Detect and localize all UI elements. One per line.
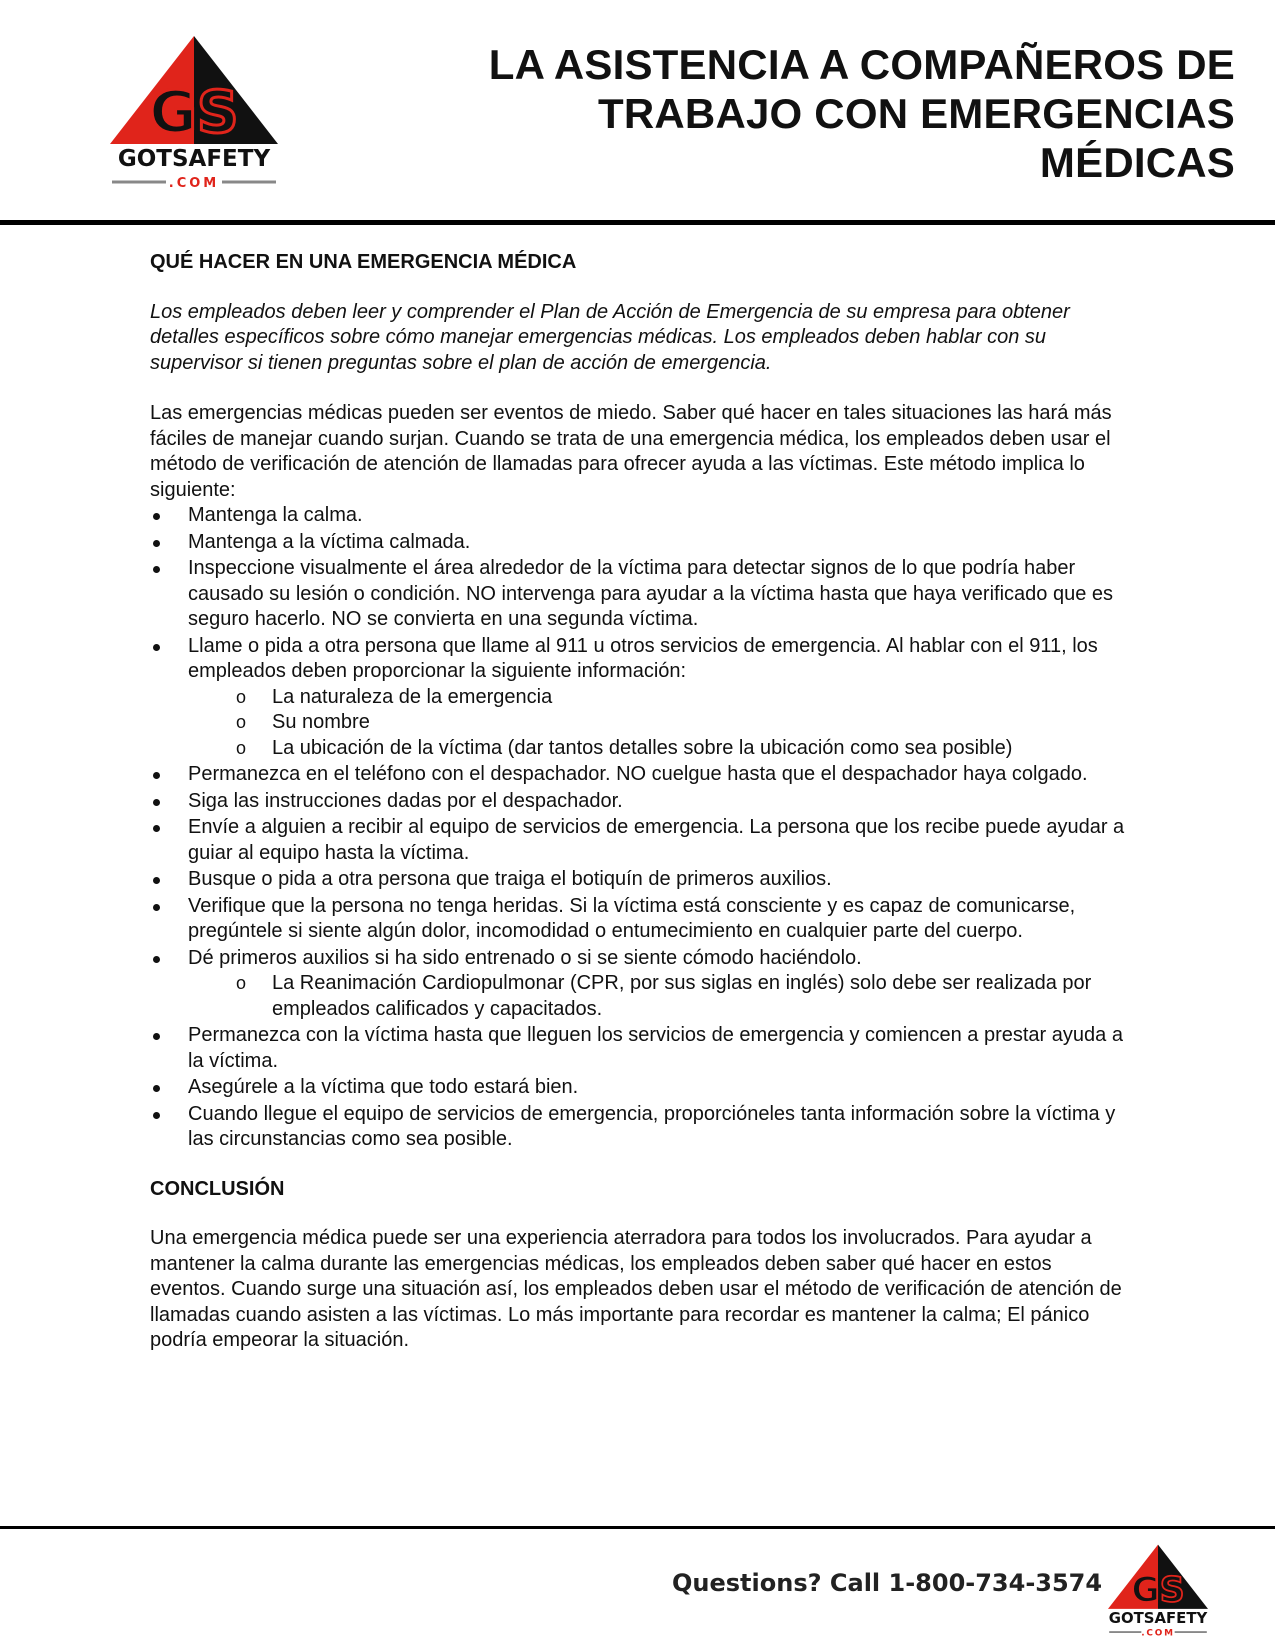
document-body	[150, 250, 1130, 1354]
sub-bullet-icon: o	[236, 737, 247, 758]
sub-item	[188, 971, 1130, 1022]
sub-bullet-icon: o	[236, 973, 247, 993]
bullet-item	[150, 789, 1130, 815]
bullet-text: Envíe a alguien a recibir al equipo de servicios de emergencia. La persona que los recibe puede ayudar a guiar al equipo hasta la víctima.	[188, 816, 1125, 864]
bullet-dot-icon	[153, 644, 160, 651]
sub-item-text: La ubicación de la víctima (dar tantos detalles sobre la ubicación como sea posible)	[272, 736, 1013, 759]
intro-paragraph: Los empleados deben leer y comprender el Plan de Acción de Emergencia de su empresa para obtener detalles específicos sobre cómo manejar emergencias médicas. Los empleados deben hablar con su supervisor si tienen preguntas sobre el plan de acción de emergencia.	[150, 300, 1070, 374]
conclusion-heading: CONCLUSIÓN	[150, 1177, 285, 1200]
bullet-item	[150, 1075, 1130, 1101]
bullet-item	[150, 634, 1130, 762]
bullet-item	[150, 556, 1130, 633]
bullet-list	[150, 503, 1130, 1153]
conclusion-paragraph: Una emergencia médica puede ser una experiencia aterradora para todos los involucrados. Para ayudar a mantener la calma durante las emergencias médicas, los empleados deben saber qué hacer en estos eventos. Cuando surge una situación así, los empleados deben usar el método de verificación de atención de llamadas cuando asisten a las víctimas. Lo más importante para recordar es mantener la calma; El pánico podría empeorar la situación.	[150, 1227, 1122, 1351]
gotsafety-logo-mark	[110, 36, 278, 192]
bullet-text: Llame o pida a otra persona que llame al 911 u otros servicios de emergencia. Al hablar con el 911, los empleados deben proporcionar la siguiente información:	[188, 634, 1098, 682]
bullet-text: Dé primeros auxilios si ha sido entrenado o si se siente cómodo haciéndolo.	[188, 946, 862, 969]
title-line: TRABAJO CON EMERGENCIAS	[598, 90, 1235, 137]
body-paragraph: Las emergencias médicas pueden ser eventos de miedo. Saber qué hacer en tales situaciones las hará más fáciles de manejar cuando surjan. Cuando se trata de una emergencia médica, los empleados deben usar el método de verificación de atención de llamadas para ofrecer ayuda a las víctimas. Este método implica lo siguiente:	[150, 402, 1112, 501]
sub-bullet-icon: o	[236, 686, 247, 707]
bullet-dot-icon	[153, 566, 160, 573]
document-title	[455, 40, 1235, 187]
bullet-item	[150, 1102, 1130, 1153]
gotsafety-logo-small-mark	[1108, 1544, 1208, 1638]
footer-divider	[0, 1526, 1275, 1529]
sub-bullet-icon: o	[236, 712, 247, 732]
logo-small-name: GOTSAFETY	[1108, 1609, 1208, 1628]
sub-item-text: La Reanimación Cardiopulmonar (CPR, por sus siglas en inglés) solo debe ser realizada por empleados calificados y capacitados.	[272, 972, 1092, 1020]
logo-small-domain: .COM	[1141, 1628, 1175, 1638]
header-divider	[0, 220, 1275, 225]
gotsafety-logo-small	[1108, 1544, 1208, 1638]
bullet-text: Verifique que la persona no tenga heridas. Si la víctima está consciente y es capaz de comunicarse, pregúntele si siente algún dolor, incomodidad o entumecimiento en cualquier parte del cuerpo.	[188, 894, 1076, 942]
bullet-dot-icon	[153, 1033, 160, 1040]
bullet-dot-icon	[153, 825, 160, 832]
bullet-text: Inspeccione visualmente el área alrededor de la víctima para detectar signos de lo que podría haber causado su lesión o condición. NO intervenga para ayudar a la víctima hasta que haya verificado que es seguro hacerlo. NO se convierta en una segunda víctima.	[188, 557, 1113, 630]
bullet-item	[150, 503, 1130, 529]
logo-name: GOTSAFETY	[117, 146, 271, 172]
bullet-text: Busque o pida a otra persona que traiga el botiquín de primeros auxilios.	[188, 868, 832, 890]
bullet-item	[150, 762, 1130, 788]
sub-item	[188, 710, 1130, 736]
bullet-item	[150, 894, 1130, 945]
sub-item-text: Su nombre	[272, 711, 370, 733]
sub-list	[188, 685, 1130, 762]
logo-domain: .COM	[168, 176, 220, 191]
bullet-dot-icon	[153, 904, 160, 911]
bullet-dot-icon	[153, 540, 160, 547]
sub-list	[188, 971, 1130, 1022]
bullet-dot-icon	[153, 956, 160, 963]
bullet-item	[150, 1023, 1130, 1074]
bullet-dot-icon	[153, 1112, 160, 1119]
title-line: LA ASISTENCIA A COMPAÑEROS DE	[488, 41, 1235, 88]
bullet-text: Cuando llegue el equipo de servicios de emergencia, proporcióneles tanta información sobre la víctima y las circunstancias como sea posible.	[188, 1102, 1116, 1150]
bullet-dot-icon	[153, 513, 160, 520]
bullet-dot-icon	[153, 1085, 160, 1092]
sub-item	[188, 685, 1130, 711]
logo-small-letters: GS	[1131, 1570, 1185, 1611]
gotsafety-logo	[110, 36, 278, 192]
bullet-dot-icon	[153, 799, 160, 806]
bullet-dot-icon	[153, 877, 160, 884]
bullet-dot-icon	[153, 772, 160, 779]
bullet-text: Permanezca en el teléfono con el despachador. NO cuelgue hasta que el despachador haya colgado.	[188, 763, 1088, 785]
bullet-text: Permanezca con la víctima hasta que lleguen los servicios de emergencia y comiencen a prestar ayuda a la víctima.	[188, 1024, 1123, 1072]
sub-item	[188, 736, 1130, 762]
bullet-text: Mantenga la calma.	[188, 504, 363, 526]
section-heading: QUÉ HACER EN UNA EMERGENCIA MÉDICA	[150, 251, 577, 273]
bullet-text: Siga las instrucciones dadas por el despachador.	[188, 789, 623, 812]
bullet-item	[150, 946, 1130, 1023]
bullet-text: Asegúrele a la víctima que todo estará bien.	[188, 1076, 579, 1098]
bullet-text: Mantenga a la víctima calmada.	[188, 530, 471, 553]
footer-questions-phone: Questions? Call 1-800-734-3574	[672, 1569, 1103, 1597]
bullet-item	[150, 530, 1130, 556]
bullet-item	[150, 815, 1130, 866]
sub-item-text: La naturaleza de la emergencia	[272, 685, 553, 708]
title-line: MÉDICAS	[1039, 139, 1235, 186]
logo-letters: GS	[149, 78, 239, 146]
bullet-item	[150, 867, 1130, 893]
